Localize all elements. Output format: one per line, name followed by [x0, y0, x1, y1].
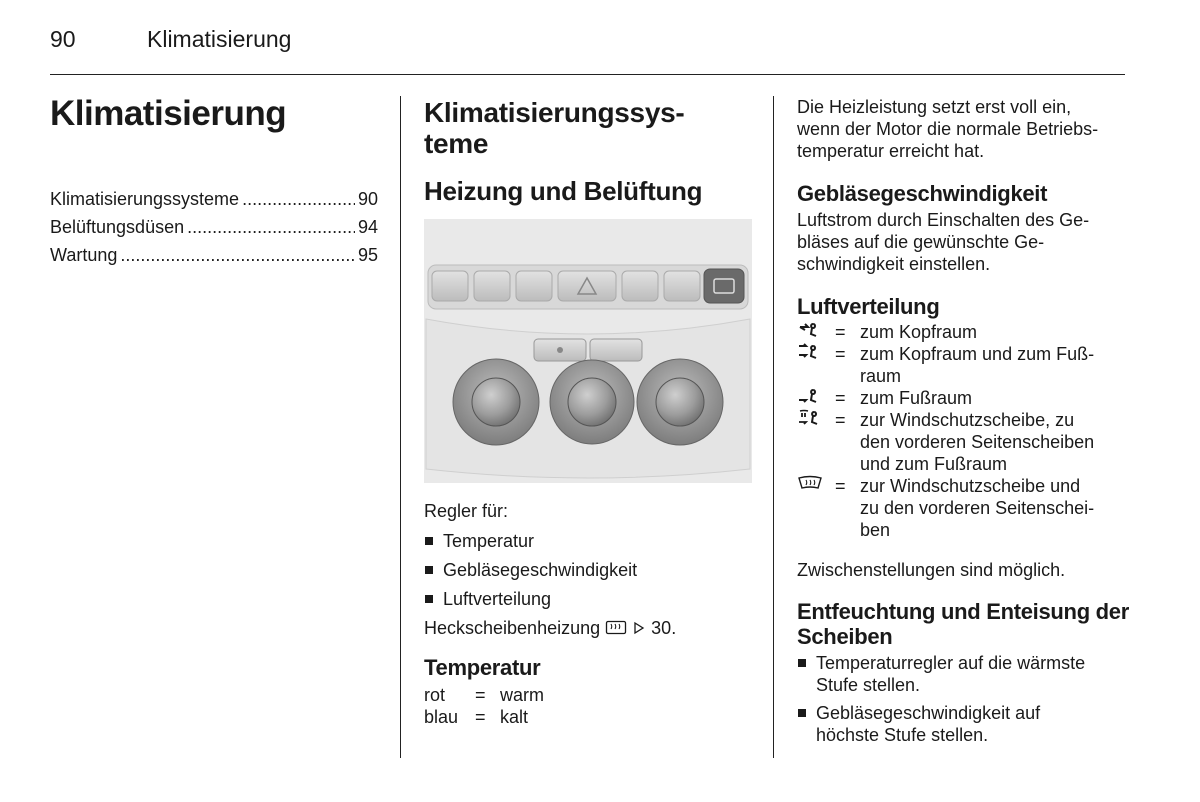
toc-label: Wartung: [50, 245, 118, 265]
toc-page-number: 94: [357, 217, 378, 237]
rear-window-heating-label: Heckscheibenheizung: [424, 618, 601, 638]
temp-key: rot: [424, 685, 446, 705]
toc-entry[interactable]: [50, 217, 378, 245]
heating-note: [797, 96, 1127, 162]
list-item: [797, 652, 1127, 696]
legend-line: den vorderen Seitenscheiben: [860, 432, 1095, 452]
legend-item: [797, 387, 1127, 409]
fan-speed-line: Luftstrom durch Einschalten des Ge-: [797, 210, 1090, 230]
toc-entry[interactable]: [50, 245, 378, 273]
legend-item: [797, 321, 1127, 343]
legend-line: zur Windschutzscheibe, zu: [860, 410, 1075, 430]
header-title: Klimatisierung: [147, 26, 292, 52]
air-distribution-heading: Luftverteilung: [797, 294, 940, 319]
legend-item: [797, 475, 1127, 541]
legend-eq: =: [835, 388, 846, 408]
list-item-line: Temperaturregler auf die wärmste: [816, 653, 1086, 673]
list-item-line: höchste Stufe stellen.: [816, 725, 989, 745]
head-foot-airflow-icon: [797, 343, 835, 365]
heating-note-line: Die Heizleistung setzt erst voll ein,: [797, 97, 1072, 117]
climate-control-panel-illustration: [424, 219, 752, 483]
intermediate-positions-note: Zwischenstellungen sind möglich.: [797, 560, 1066, 580]
temp-key: blau: [424, 707, 459, 727]
chapter-title: Klimatisierung: [50, 94, 287, 133]
fan-speed-heading: Gebläsegeschwindigkeit: [797, 181, 1048, 206]
section-title-line-2: teme: [424, 128, 489, 159]
legend-text: [860, 343, 1127, 387]
page-header: [50, 26, 1125, 76]
legend-text: [860, 387, 1127, 409]
table-row: [424, 684, 544, 706]
defog-defrost-heading: [797, 599, 1132, 649]
legend-line: ben: [860, 520, 891, 540]
foot-airflow-icon: [797, 387, 835, 409]
cross-reference-page[interactable]: 30.: [651, 618, 677, 638]
head-airflow-icon: [797, 321, 835, 343]
legend-line: zu den vorderen Seitenschei-: [860, 498, 1095, 518]
controls-intro: Regler für:: [424, 501, 509, 521]
toc-entry[interactable]: [50, 189, 378, 217]
column-divider-1: [400, 96, 401, 758]
heating-note-line: temperatur erreicht hat.: [797, 141, 985, 161]
heading-line: Entfeuchtung und Enteisung der: [797, 599, 1129, 624]
temperature-table: [424, 684, 544, 728]
table-of-contents: [50, 189, 378, 273]
windscreen-foot-airflow-icon: [797, 409, 835, 431]
list-item: Gebläsegeschwindigkeit: [424, 559, 637, 588]
legend-line: und zum Fußraum: [860, 454, 1008, 474]
legend-eq: =: [835, 476, 846, 496]
temp-eq: =: [475, 707, 486, 727]
windscreen-defrost-icon: [797, 475, 835, 497]
section-title: [424, 97, 684, 159]
toc-leader-dots: [242, 189, 355, 210]
list-item: [797, 702, 1127, 746]
legend-line: raum: [860, 366, 902, 386]
temp-eq: =: [475, 685, 486, 705]
legend-line: zum Kopfraum und zum Fuß-: [860, 344, 1095, 364]
legend-line: zur Windschutzscheibe und: [860, 476, 1081, 496]
controls-list: [424, 530, 637, 617]
rear-window-heating-icon: [605, 620, 627, 636]
column-divider-2: [773, 96, 774, 758]
heading-line: Scheiben: [797, 624, 893, 649]
temp-value: warm: [500, 685, 544, 705]
toc-page-number: 90: [357, 189, 378, 209]
fan-speed-line: bläses auf die gewünschte Ge-: [797, 232, 1045, 252]
toc-leader-dots: [120, 245, 355, 266]
list-item-line: Stufe stellen.: [816, 675, 921, 695]
legend-text: [860, 475, 1127, 541]
toc-leader-dots: [187, 217, 355, 238]
toc-label: Belüftungsdüsen: [50, 217, 185, 237]
legend-line: zum Fußraum: [860, 388, 973, 408]
legend-eq: =: [835, 322, 846, 342]
page-number: 90: [50, 26, 76, 52]
subsection-title: Heizung und Belüftung: [424, 176, 703, 206]
toc-page-number: 95: [357, 245, 378, 265]
legend-line: zum Kopfraum: [860, 322, 978, 342]
list-item: Luftverteilung: [424, 588, 637, 617]
legend-text: [860, 409, 1127, 475]
legend-eq: =: [835, 410, 846, 430]
toc-label: Klimatisierungssysteme: [50, 189, 240, 209]
list-item-line: Gebläsegeschwindigkeit auf: [816, 703, 1041, 723]
temperature-heading: Temperatur: [424, 655, 541, 680]
heating-note-line: wenn der Motor die normale Betriebs-: [797, 119, 1099, 139]
list-item: Temperatur: [424, 530, 637, 559]
control-panel-drawing: [424, 219, 752, 483]
section-title-line-1: Klimatisierungssys-: [424, 97, 685, 128]
rear-window-heating-reference: [424, 617, 676, 639]
cross-reference-arrow-icon: [632, 621, 646, 635]
fan-speed-text: [797, 209, 1127, 275]
legend-text: [860, 321, 1127, 343]
legend-item: [797, 343, 1127, 387]
defog-steps-list: [797, 652, 1127, 752]
temp-value: kalt: [500, 707, 529, 727]
table-row: [424, 706, 544, 728]
header-rule: [50, 74, 1125, 75]
legend-eq: =: [835, 344, 846, 364]
legend-item: [797, 409, 1127, 475]
air-distribution-legend: [797, 321, 1127, 541]
fan-speed-line: schwindigkeit einstellen.: [797, 254, 991, 274]
